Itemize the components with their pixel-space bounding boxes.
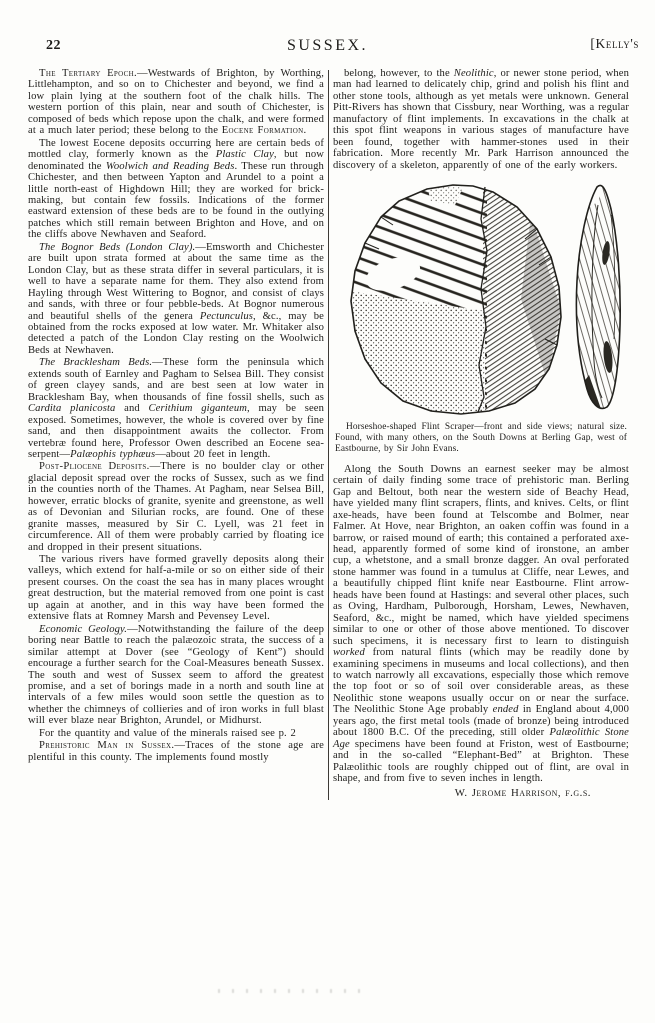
text-segment: Cerithium giganteum (148, 403, 248, 415)
paragraph (28, 138, 324, 241)
text-segment: —Notwithstanding the failure of the deep boring near Battle to reach the palæozoic strata, the success of a similar attempt at Dover (see “Geology of Kent”) should encourage a further search for the Coal-Measures beneath Sussex. The south and west of Sussex seem to afford the greatest promise, and a set of borings made in a north and south line at intervals of a few miles would soon settle the question as to whether the chimneys of collieries and of iron works in full blast will ever blaze near Brighton, Arundel, or Midhurst. (28, 623, 325, 727)
author-signature: W. Jerome Harrison, f.g.s. (454, 787, 591, 800)
text-segment: The Bracklesham Beds. (39, 357, 153, 369)
text-segment: The various rivers have formed gravelly deposits along their valleys, which extend for half-a-mile or so on either side of their present courses. On the coast the sea has in many places wrought great destruction, but the material removed from one point is cast up again at another, and in this way have been formed the extensive flats at Romney Marsh and Pevensey Level. (28, 554, 324, 623)
text-segment: Neolithic (453, 68, 494, 79)
paragraph (28, 68, 324, 137)
text-segment: Economic Geology. (39, 623, 128, 635)
text-segment: , &c., may be obtained from the rocks exposed at low water. Mr. Whitaker also detected a patch of the London Clay resting on the Woolwich Beds at Newhaven. (28, 310, 324, 356)
text-segment: For the quantity and value of the minerals raised see p. 2 (39, 727, 296, 739)
figure-caption: Horseshoe-shaped Flint Scraper—front and side views; natural size. Found, with many others, on the South Downs at Berling Gap, west of Eastbourne, by Sir John Evans. (335, 422, 627, 454)
paragraph (28, 242, 324, 357)
text-segment: , but now denominated the (28, 149, 325, 172)
paragraph (28, 624, 324, 727)
text-segment: in England about 4,000 years ago, the first metal tools (made of bronze) being introduced about 1800 B.C. Of the preceding, still older (333, 704, 629, 739)
paragraph (333, 68, 629, 171)
text-segment: Palæophis typhæus (70, 448, 156, 460)
column-divider-rule (328, 70, 329, 800)
paragraph (28, 461, 324, 553)
text-segment: —Emsworth and Chichester are built upon strata formed at about the same time as the London Clay, but as these strata differ in several particulars, it is well to have a separate name for them. They also extend from Hayling through West Wittering to Bognor, and consist of clays and sands, with three or four pebble-beds. At Bognor numerous and beautiful shells of the genera (28, 241, 324, 322)
paragraph (333, 464, 629, 785)
text-segment: Along the South Downs an earnest seeker may be almost certain of daily finding some trace of prehistoric man. Berling Gap and Beltout, both near the western side of Beachy Head, have yielded many flint scrapers, flints, and knives. Celts, or flint axe-heads, have been found at Telscombe and Bolmer, near Falmer. At Hove, near Brighton, an oaken coffin was found in a barrow, or raised mound of earth; this contained a perforated axe-head, apparently formed of some kind of ironstone, an amber cup, a whetstone, and a small bronze dagger. An oval perforated stone hammer was found in a tumulus at Cliffe, near Lewes, and a beautifully chipped flint knife near Eastbourne. Flint arrow-heads have been found at Hastings: and several other places, such as Oving, Hardham, Pulborough, Horsham, Lewes, Newhaven, Seaford, &c., might be named, which have yielded specimens similar to one or other of those above mentioned. To discover such specimens, it is necessary first to learn to distinguish (333, 463, 629, 647)
text-segment: Cardita planicosta (28, 403, 116, 415)
text-segment: The lowest Eocene deposits occurring here are certain beds of mottled clay, formerly known as the (28, 137, 324, 161)
scan-artifact (218, 989, 360, 993)
paragraph (28, 740, 324, 763)
text-segment: . These run through Chichester, and then between Yapton and Arundel to a point a little north-east of Highdown Hill; they are worked for brick-making, but contain few fossils. Indications of the former eastward extension of these beds are to be found in the outlying patches which still remain between Brighton and Hove, and on the cliffs above Newhaven and Seaford. (28, 160, 324, 241)
text-segment: —There is no boulder clay or other glacial deposit spread over the rocks of Sussex, such as we find in the counties north of the Thames. At Pagham, near Selsea Bill, however, erratic blocks of granite, syenite and greenstone, as well as of Devonian and Silurian rocks, are found. One of these granite masses, measured by Sir C. Lyell, was 21 feet in circumference. All of them were probably carried by floating ice and dropped in their present situations. (28, 461, 324, 553)
directory-corner-mark: [Kelly's (590, 36, 639, 51)
right-column (333, 68, 629, 800)
text-segment: Woolwich and Reading Beds (105, 160, 235, 172)
page-number: 22 (46, 38, 61, 53)
paragraph (28, 728, 324, 739)
text-segment: —Traces of the stone age are plentiful in this county. The implements found mostly (28, 740, 324, 763)
text-segment: Eocene Formation. (221, 125, 307, 137)
text-segment: belong, however, to the (344, 68, 454, 79)
text-segment: from natural flints (which may be readily done by examining specimens in museums and local collections), and then to watch narrowly all excavations, especially those which remove the top foot or so of soil over considerable areas, as these Neolithic stone weapons usually occur on or near the surface. The Neolithic Stone Age probably (333, 647, 629, 716)
text-segment: Pectunculus (199, 310, 253, 322)
text-segment: The Bognor Beds (London Clay). (39, 241, 196, 253)
flint-scraper-illustration (335, 179, 627, 417)
text-segment: worked (333, 647, 365, 659)
text-segment: The Tertiary Epoch. (39, 68, 137, 79)
right-column-top (333, 68, 629, 171)
left-column (28, 68, 324, 800)
text-segment: Prehistoric Man in Sussex. (39, 740, 175, 752)
flint-side-view (573, 179, 627, 417)
text-segment: —Westwards of Brighton, by Worthing, Littlehampton, and so on to Chichester and beyond, we find a low plain lying at the southern foot of the chalk hills. The western portion of this plain, near and south of Chichester, is composed of beds which repose upon the chalk, and were formed at a much later period; these belong to the (28, 68, 324, 137)
text-segment: —These form the peninsula which extends south of Earnley and Pagham to Selsea Bill. They consist of green clayey sands, and are best seen at low water in Bracklesham Bay, when thousands of fine fossil shells, such as (28, 357, 324, 403)
text-segment: , or newer stone period, when man had learned to delicately chip, grind and polish his flint and other stone tools, although as yet metals were unknown. General Pitt-Rivers has shown that Cissbury, near Worthing, was a regular manufactory of flint implements. In excavations in the chalk at this spot flint weapons in various stages of manufacture have been found, together with hammer-stones used in their fabrication. More recently Mr. Park Harrison announced the discovery of a skeleton, apparently of one of the early workers. (333, 68, 629, 171)
figure-block (333, 179, 629, 455)
page-header (0, 0, 655, 64)
paragraph (28, 554, 324, 623)
text-segment: Post-Pliocene Deposits. (39, 461, 150, 473)
text-segment: specimens have been found at Friston, west of Eastbourne; and in the so-called “Elephant-Bed” at Brighton. These Palæolithic tools are roughly chipped out of flint, are oval in shape, and from five to seven inches in length. (333, 738, 629, 785)
two-column-text (28, 68, 637, 800)
text-segment: —about 20 feet in length. (155, 448, 271, 460)
text-segment: and (115, 403, 149, 415)
page-title: SUSSEX. (286, 37, 369, 54)
right-column-bottom (333, 464, 629, 785)
text-segment: , may be seen exposed. Sometimes, however, the whole is covered over by fine sand, and then disappointment awaits the collector. From vertebræ found here, Professor Owen described an Eocene sea-serpent— (28, 403, 324, 460)
text-segment: Plastic Clay (215, 149, 274, 161)
text-segment: Palæolithic Stone Age (333, 727, 629, 750)
text-segment: ended (492, 704, 519, 716)
paragraph (28, 357, 324, 460)
